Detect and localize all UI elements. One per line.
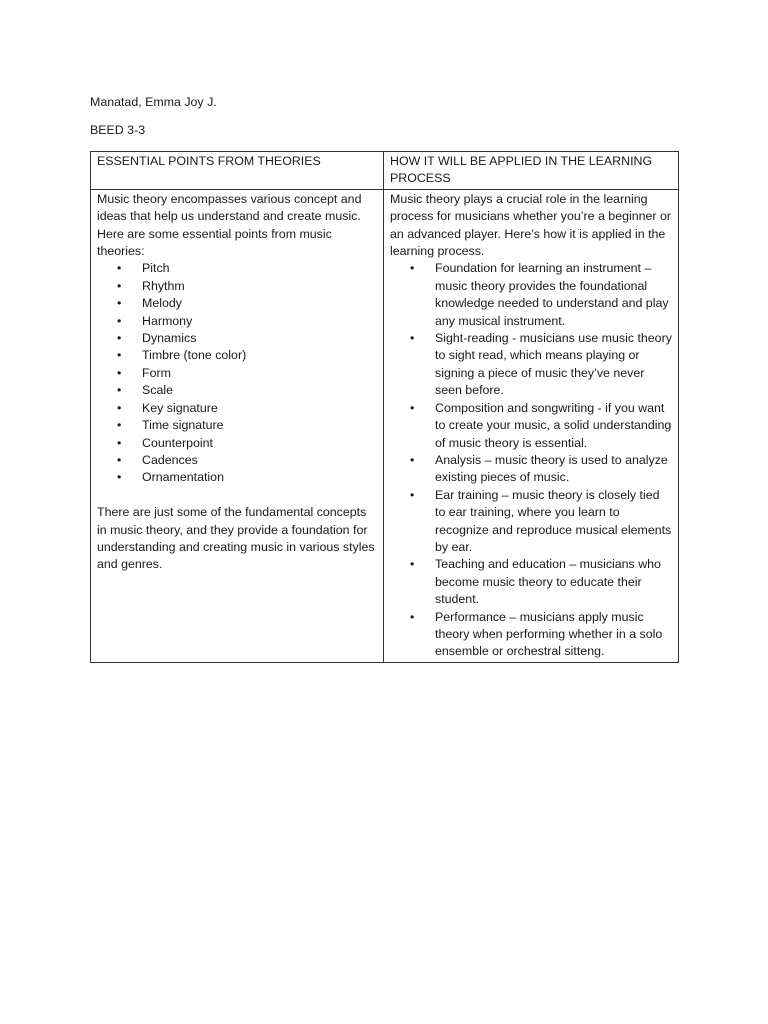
theory-point-item <box>97 347 377 364</box>
application-item-text: Teaching and education – musicians who become music theory to educate their student. <box>435 557 661 607</box>
essential-points-cell <box>91 189 384 662</box>
theory-point-item-text: Counterpoint <box>142 435 213 450</box>
bullet-icon: • <box>117 261 122 276</box>
bullet-icon: • <box>117 348 122 363</box>
bullet-icon: • <box>410 261 415 276</box>
bullet-icon: • <box>117 278 122 293</box>
bullet-icon: • <box>117 313 122 328</box>
theory-point-item-text: Time signature <box>142 418 224 433</box>
header-learning-process: HOW IT WILL BE APPLIED IN THE LEARNING PROCESS <box>384 152 679 190</box>
application-item <box>390 400 672 452</box>
bullet-icon: • <box>117 435 122 450</box>
theory-point-item-text: Ornamentation <box>142 470 224 485</box>
theory-point-item <box>97 469 377 486</box>
theory-point-item <box>97 295 377 312</box>
bullet-icon: • <box>410 487 415 502</box>
theory-point-item-text: Cadences <box>142 452 198 467</box>
theory-point-item <box>97 365 377 382</box>
theory-point-item <box>97 382 377 399</box>
bullet-icon: • <box>410 400 415 415</box>
header-essential-points: ESSENTIAL POINTS FROM THEORIES <box>91 152 384 190</box>
application-item-text: Analysis – music theory is used to analyze existing pieces of music. <box>435 452 668 485</box>
learning-process-list <box>390 260 672 660</box>
application-item-text: Composition and songwriting - if you want to create your music, a solid understanding of music theory is essential. <box>435 400 672 450</box>
application-item <box>390 330 672 400</box>
bullet-icon: • <box>117 470 122 485</box>
theory-point-item <box>97 417 377 434</box>
author-name: Manatad, Emma Joy J. <box>90 95 217 109</box>
theory-point-item-text: Scale <box>142 383 173 398</box>
application-item-text: Sight-reading - musicians use music theory to sight read, which means playing or signing a piece of music they’ve never seen before. <box>435 331 672 398</box>
theory-point-item-text: Rhythm <box>142 278 185 293</box>
theory-point-item <box>97 330 377 347</box>
application-item-text: Ear training – music theory is closely tied to ear training, where you learn to recognize and reproduce musical elements by ear. <box>435 487 672 554</box>
bullet-icon: • <box>117 383 122 398</box>
paragraph-spacer <box>97 487 377 504</box>
essential-points-list <box>97 260 377 486</box>
theory-point-item-text: Form <box>142 365 171 380</box>
essential-points-conclusion: There are just some of the fundamental concepts in music theory, and they provide a foundation for understanding and creating music in various styles and genres. <box>97 505 375 572</box>
bullet-icon: • <box>117 365 122 380</box>
theory-point-item <box>97 260 377 277</box>
bullet-icon: • <box>410 452 415 467</box>
bullet-icon: • <box>410 557 415 572</box>
application-item <box>390 260 672 330</box>
theory-table <box>90 151 679 663</box>
learning-process-cell <box>384 189 679 662</box>
theory-point-item-text: Harmony <box>142 313 193 328</box>
application-item-text: Foundation for learning an instrument – music theory provides the foundational knowledge needed to understand and play any musical instrument. <box>435 261 669 328</box>
theory-point-item-text: Melody <box>142 296 182 311</box>
bullet-icon: • <box>410 331 415 346</box>
bullet-icon: • <box>117 452 122 467</box>
essential-points-intro: Music theory encompasses various concept and ideas that help us understand and create music. Here are some essential points from music theories: <box>97 191 362 259</box>
class-section: BEED 3-3 <box>90 123 146 137</box>
table-header-row <box>91 152 679 190</box>
application-item-text: Performance – musicians apply music theory when performing whether in a solo ensemble or orchestral sitteng. <box>435 609 663 659</box>
application-item <box>390 556 672 608</box>
bullet-icon: • <box>410 609 415 624</box>
application-item <box>390 609 672 661</box>
theory-point-item <box>97 313 377 330</box>
learning-process-intro: Music theory plays a crucial role in the learning process for musicians whether you’re a beginner or an advanced player. Here’s how it is applied in the learning process. <box>390 191 671 259</box>
application-item <box>390 487 672 557</box>
theory-point-item <box>97 435 377 452</box>
theory-point-item-text: Key signature <box>142 400 218 415</box>
table-body-row <box>91 189 679 662</box>
bullet-icon: • <box>117 400 122 415</box>
application-item <box>390 452 672 487</box>
theory-point-item <box>97 278 377 295</box>
theory-point-item-text: Pitch <box>142 261 170 276</box>
bullet-icon: • <box>117 331 122 346</box>
theory-point-item <box>97 400 377 417</box>
theory-point-item-text: Dynamics <box>142 331 197 346</box>
bullet-icon: • <box>117 296 122 311</box>
bullet-icon: • <box>117 418 122 433</box>
theory-point-item <box>97 452 377 469</box>
theory-point-item-text: Timbre (tone color) <box>142 348 247 363</box>
